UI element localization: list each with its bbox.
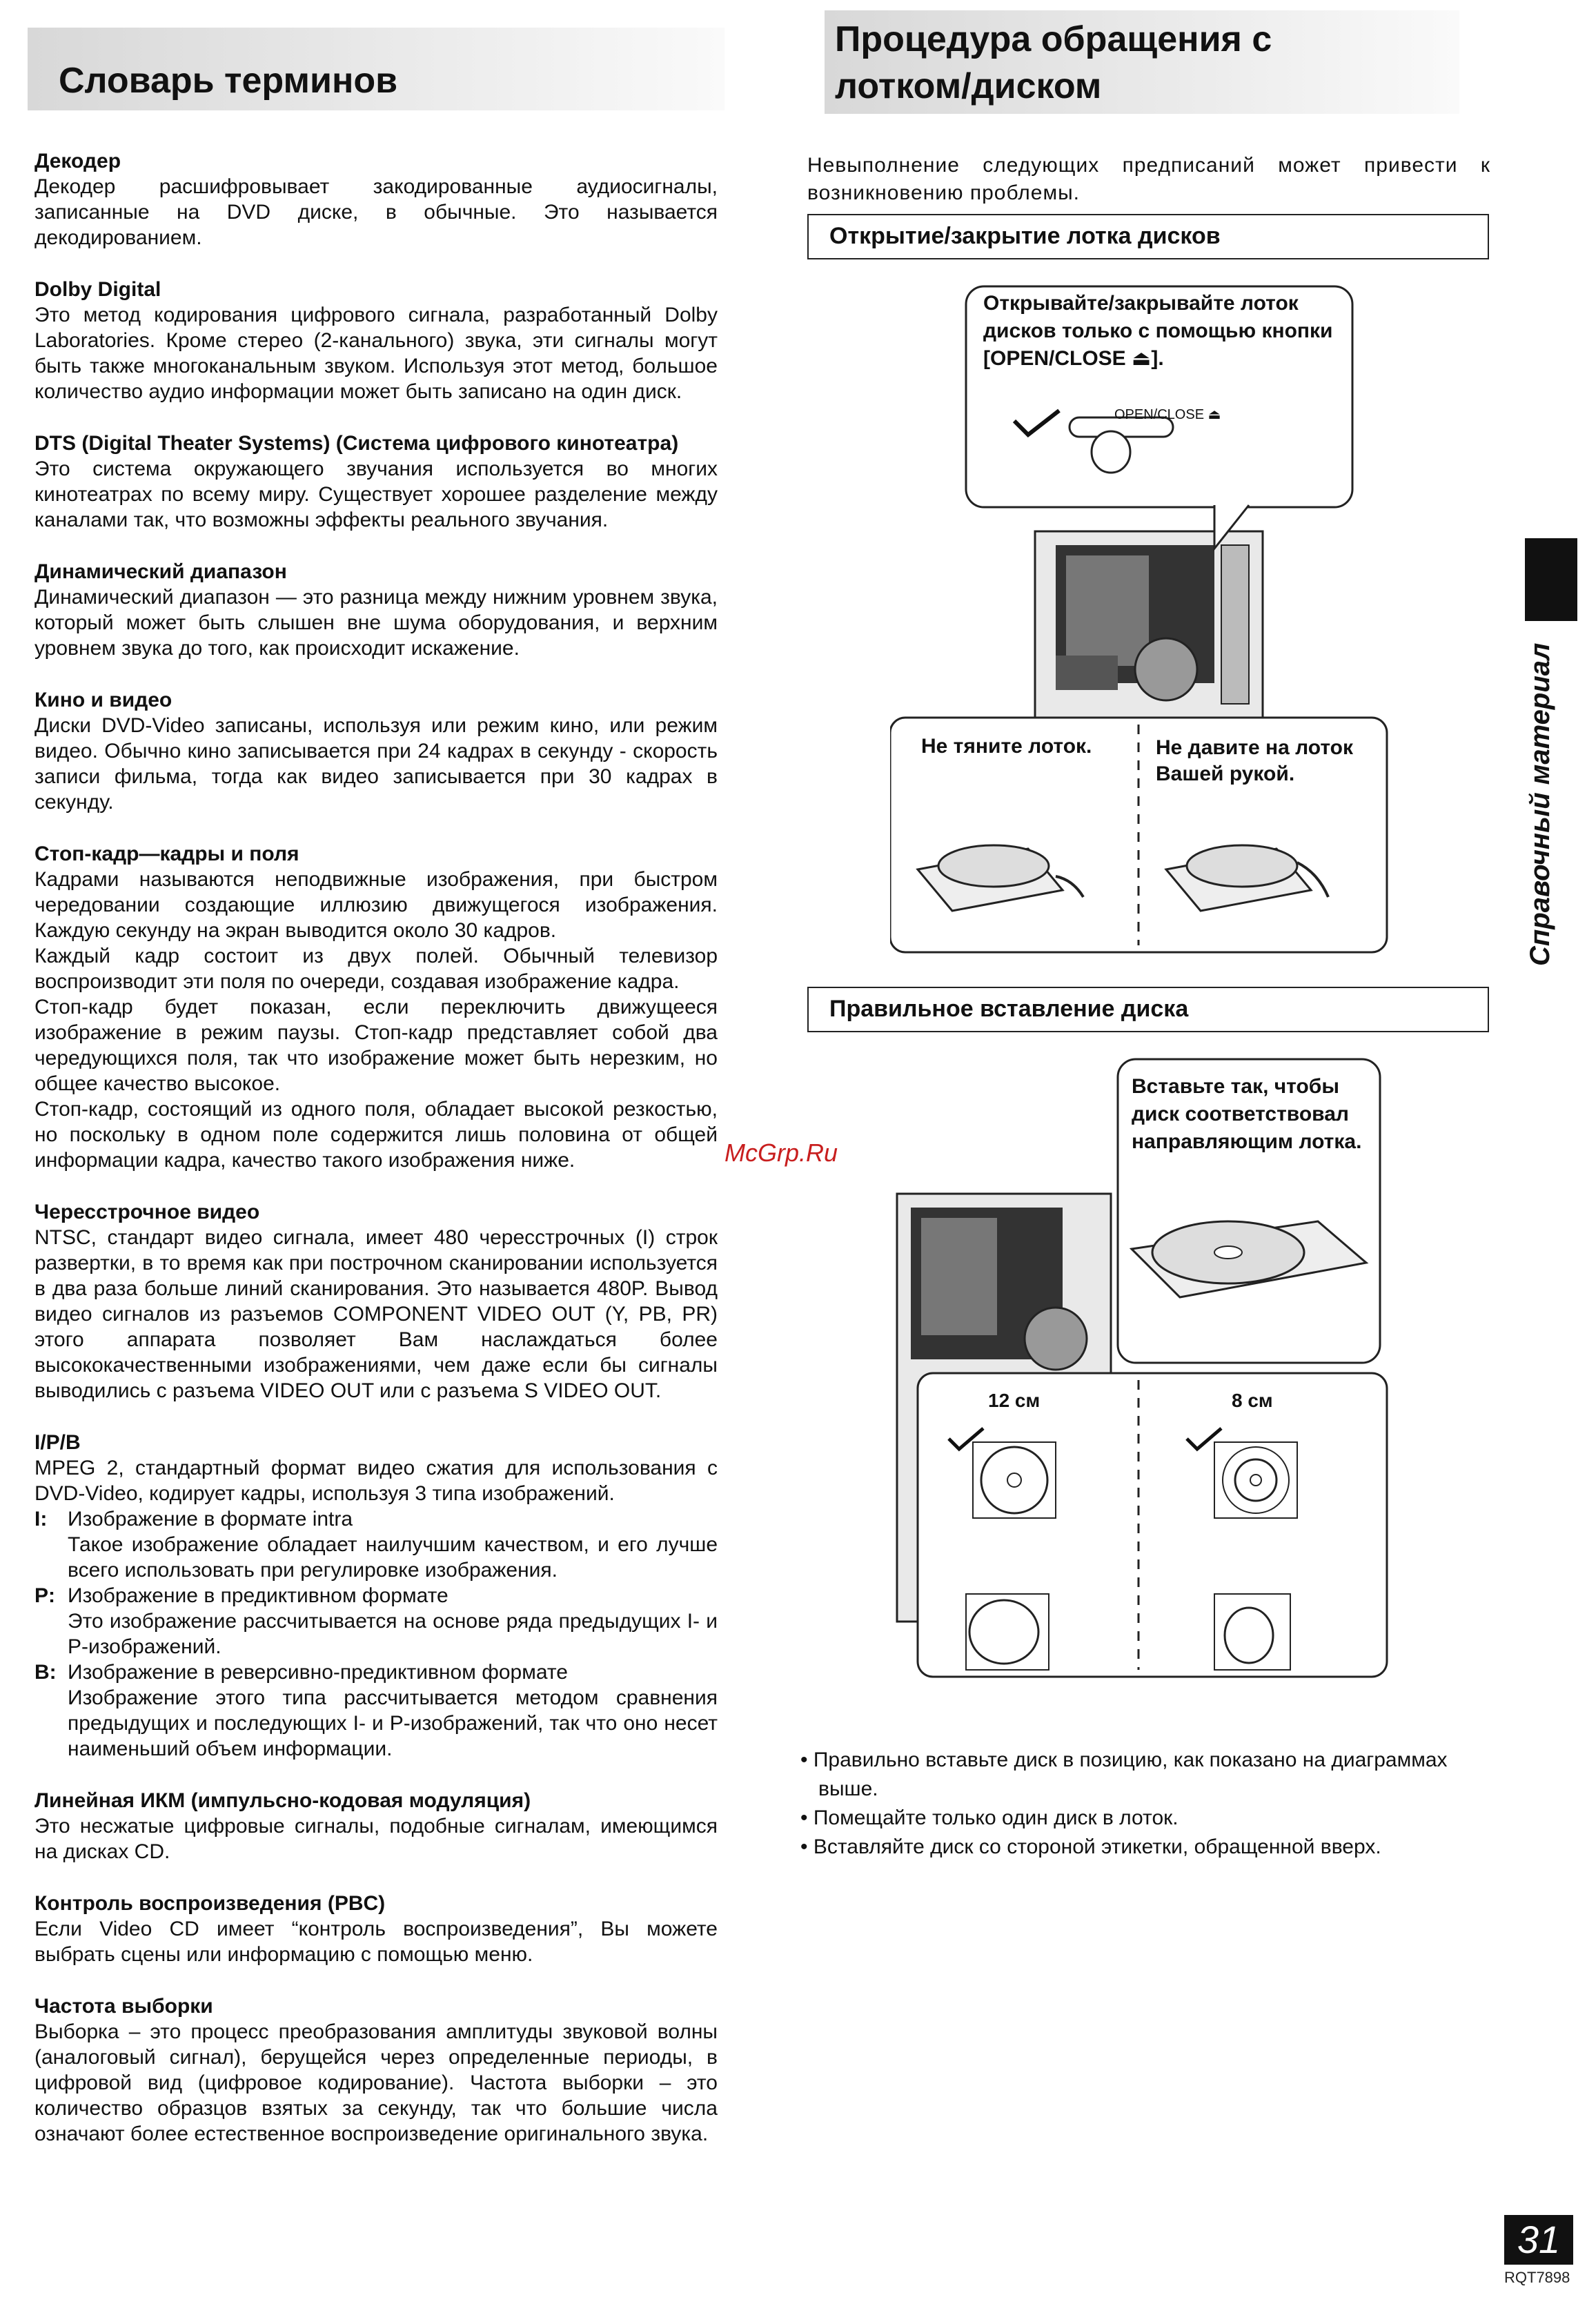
picture-type-description: Это изображение рассчитывается на основе ряда предыдущих I- и P-изображений. — [68, 1610, 718, 1658]
picture-type-definition — [34, 1660, 718, 1762]
picture-type-key: P: — [34, 1584, 55, 1607]
picture-type-definition — [34, 1506, 718, 1583]
page-number: 31 — [1504, 2215, 1573, 2265]
glossary-term-title: Динамический диапазон — [34, 560, 287, 583]
glossary-term-text: Стоп-кадр будет показан, если переключить движущееся изображение в режим паузы. Стоп-кадр представляет собой два чередующихся поля, так что изображение может быть нерезким, но общее качество высокое. — [34, 996, 718, 1095]
glossary-term-text: NTSC, стандарт видео сигнала, имеет 480 чересстрочных (I) строк развертки, в то время как при построчном сканировании используется в два раза больше линий сканирования. Это называется 480P. Вывод видео сигналов из разъемов COMPONENT VIDEO OUT (Y, PB, PR) этого аппарата позволяет Вам наслаждаться более высококачественными изображениями, чем даже если бы сигналы выводились с разъема VIDEO OUT или с разъема S VIDEO OUT. — [34, 1226, 718, 1402]
picture-type-name: Изображение в формате intra — [68, 1508, 353, 1530]
glossary-term — [34, 277, 718, 404]
glossary-term-text: Кадрами называются неподвижные изображения, при быстром чередовании создающие иллюзию движущегося изображения. Каждую секунду на экран выводится около 30 кадров. — [34, 868, 718, 942]
picture-type-description: Такое изображение обладает наилучшим качеством, и его лучше всего использовать при регулировке изображения. — [68, 1533, 718, 1582]
glossary-term-title: Частота выборки — [34, 1995, 213, 2018]
glossary-term-text: Динамический диапазон — это разница между нижним уровнем звука, который может быть слышен вне шума оборудования, и верхним уровнем звука до того, как происходит искажение. — [34, 586, 718, 660]
warning-dont-press: Не давите на лоток Вашей рукой. — [1156, 736, 1354, 785]
glossary-term-title: Кино и видео — [34, 689, 172, 711]
picture-type-definition — [34, 1583, 718, 1660]
glossary-term-text: Это несжатые цифровые сигналы, подобные сигналам, имеющимся на дисках CD. — [34, 1815, 718, 1863]
picture-type-name: Изображение в реверсивно-предиктивном формате — [68, 1661, 568, 1684]
glossary-term-title: Dolby Digital — [34, 278, 161, 301]
glossary-term-title: I/P/B — [34, 1431, 81, 1454]
right-page-title-line1: Процедура обращения с — [835, 19, 1272, 59]
glossary-term-text: MPEG 2, стандартный формат видео сжатия для использования с DVD-Video, кодирует кадры, используя 3 типа изображений. — [34, 1457, 718, 1505]
left-page-title: Словарь терминов — [59, 61, 398, 101]
list-item: • Помещайте только один диск в лоток. — [800, 1804, 1490, 1833]
picture-type-key: I: — [34, 1508, 48, 1530]
disc-size-8cm: 8 см — [1232, 1390, 1273, 1411]
open-close-callout-text: Открывайте/закрывайте лоток дисков только с помощью кнопки [OPEN/CLOSE ⏏]. — [983, 292, 1333, 370]
glossary-term-title: Линейная ИКМ (импульсно-кодовая модуляция) — [34, 1789, 531, 1812]
section-open-close: Открытие/закрытие лотка дисков — [807, 214, 1489, 259]
section-side-tab — [1525, 538, 1577, 621]
open-close-illustration — [890, 283, 1414, 973]
glossary-term-title: Декодер — [34, 150, 121, 173]
model-code: RQT7898 — [1504, 2269, 1570, 2286]
disc-size-12cm: 12 см — [988, 1390, 1041, 1411]
disc-handling-notes — [800, 1746, 1490, 1862]
glossary-term-text: Если Video CD имеет “контроль воспроизведения”, Вы можете выбрать сцены или информацию с помощью меню. — [34, 1918, 718, 1966]
glossary-term — [34, 1199, 718, 1404]
glossary-term-title: Контроль воспроизведения (PBC) — [34, 1892, 386, 1915]
list-item: • Правильно вставьте диск в позицию, как показано на диаграммах выше. — [800, 1746, 1490, 1804]
glossary-term-text: Выборка – это процесс преобразования амплитуды звуковой волны (аналоговый сигнал), берущейся через определенные периоды, в цифровой вид (цифровое кодирование). Частота выборки – это количество образцов взятых за секунду, так что большие числа означают более естественное воспроизведение оригинального звука. — [34, 2020, 718, 2145]
glossary-term-text: Стоп-кадр, состоящий из одного поля, обладает высокой резкостью, но поскольку в одном поле содержится лишь половина от общей информации кадра, качество такого изображения ниже. — [34, 1098, 718, 1172]
reference-material-label: Справочный материал — [1525, 642, 1555, 966]
glossary-term-title: Чересстрочное видео — [34, 1201, 260, 1223]
open-close-button-label: OPEN/CLOSE ⏏ — [1114, 407, 1221, 422]
picture-type-name: Изображение в предиктивном формате — [68, 1584, 448, 1607]
glossary-term-text: Диски DVD-Video записаны, используя или режим кино, или режим видео. Обычно кино записывается при 24 кадрах в секунду - скорость записи фильма, тогда как видео записывается при 30 кадрах в секунду. — [34, 714, 718, 814]
watermark: McGrp.Ru — [724, 1139, 838, 1167]
glossary-term-title: Стоп-кадр—кадры и поля — [34, 843, 299, 865]
glossary-term — [34, 841, 718, 1173]
warning-dont-pull: Не тяните лоток. — [921, 735, 1092, 758]
list-item: • Вставляйте диск со стороной этикетки, обращенной вверх. — [800, 1833, 1490, 1862]
glossary-term — [34, 1430, 718, 1762]
right-page-title-line2: лотком/диском — [835, 66, 1102, 106]
picture-type-description: Изображение этого типа рассчитывается методом сравнения предыдущих и последующих I- и P-изображений, так что оно несет наименьший объем информации. — [68, 1686, 718, 1760]
glossary-term — [34, 1993, 718, 2147]
stereo-system-drawing — [890, 283, 1414, 973]
glossary-term — [34, 687, 718, 815]
glossary-term — [34, 1788, 718, 1864]
glossary-term-text: Это система окружающего звучания используется во многих кинотеатрах по всему миру. Существует хорошее разделение между каналами так, что возможны эффекты реального звучания. — [34, 457, 718, 531]
glossary-column — [34, 148, 718, 2173]
glossary-term-text: Декодер расшифровывает закодированные аудиосигналы, записанные на DVD диске, в обычные. Это называется декодированием. — [34, 175, 718, 249]
picture-type-key: B: — [34, 1661, 57, 1684]
insert-disc-callout-text: Вставьте так, чтобы диск соответствовал направляющим лотка. — [1132, 1075, 1362, 1153]
glossary-term-text: Это метод кодирования цифрового сигнала, разработанный Dolby Laboratories. Кроме стерео (2-канального) звука, эти сигналы могут быть также многоканальным звуком. Используя этот метод, большое количество аудио информации может быть записано на один диск. — [34, 304, 718, 403]
glossary-term — [34, 148, 718, 250]
section-insert-disc: Правильное вставление диска — [807, 987, 1489, 1032]
glossary-term — [34, 431, 718, 533]
glossary-term-title: DTS (Digital Theater Systems) (Система цифрового кинотеатра) — [34, 432, 679, 455]
glossary-term — [34, 1891, 718, 1967]
glossary-term — [34, 559, 718, 661]
intro-text: Невыполнение следующих предписаний может привести к возникновению проблемы. — [807, 154, 1490, 204]
glossary-term-text: Каждый кадр состоит из двух полей. Обычный телевизор воспроизводит эти поля по очереди, создавая изображение кадра. — [34, 945, 718, 993]
